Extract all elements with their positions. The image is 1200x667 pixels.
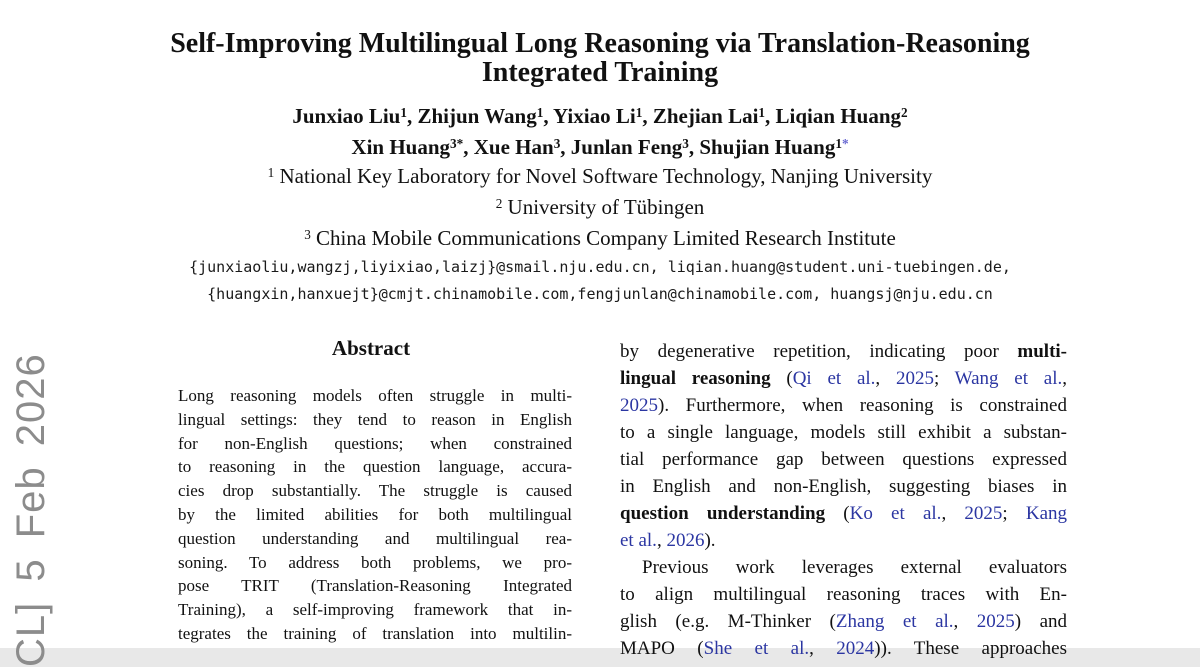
- affiliation-3: $^3$ China Mobile Communications Company Limited Research Institute: [304, 226, 896, 250]
- body-line: tial performance gap between questions expressed: [620, 449, 1067, 470]
- abstract-line: to reasoning in the question language, accura-: [178, 457, 572, 477]
- body-line: to align multilingual reasoning traces with En-: [620, 584, 1067, 605]
- citation-link[interactable]: Ko et al.: [849, 503, 942, 524]
- author-line1: Junxiao Liu$^1$, Zhijun Wang$^1$, Yixiao Li$^1$, Zhejian Lai$^1$, Liqian Huang$^2$: [292, 104, 908, 128]
- body-line: glish (e.g. M-Thinker (Zhang et al., 2025) and: [620, 611, 1068, 632]
- affiliation-2: $^2$ University of Tübingen: [495, 195, 705, 219]
- citation-link[interactable]: She et al.: [703, 638, 810, 659]
- body-line: et al., 2026).: [620, 530, 716, 551]
- body-line: to a single language, models still exhibit a substan-: [620, 422, 1067, 443]
- author-line2: Xin Huang$^{3*}$, Xue Han$^3$, Junlan Feng$^3$, Shujian Huang$^{1*}$: [351, 135, 849, 159]
- email-line1: {junxiaoliu,wangzj,liyixiao,laizj}@smail.nju.edu.cn, liqian.huang@student.uni-tuebingen.de,: [189, 258, 1011, 276]
- abstract-line: soning. To address both problems, we pro-: [178, 552, 572, 572]
- email-line2: {huangxin,hanxuejt}@cmjt.chinamobile.com,fengjunlan@chinamobile.com, huangsj@nju.edu.cn: [207, 285, 993, 303]
- body-line: by degenerative repetition, indicating poor multi-: [620, 341, 1067, 362]
- citation-link[interactable]: 2026: [666, 530, 705, 551]
- abstract-line: question understanding and multilingual rea-: [178, 528, 572, 548]
- abstract-line: Training), a self-improving framework that in-: [178, 600, 572, 620]
- abstract-line: Long reasoning models often struggle in multi-: [178, 386, 572, 405]
- citation-link[interactable]: Kang: [1025, 503, 1068, 524]
- citation-link[interactable]: 2024: [836, 638, 875, 659]
- citation-link[interactable]: et al.: [620, 530, 657, 551]
- abstract-line: for non-English questions; when constrained: [178, 433, 572, 453]
- body-line: lingual reasoning (Qi et al., 2025; Wang et al.,: [620, 368, 1067, 389]
- citation-link[interactable]: Qi et al.: [792, 368, 876, 389]
- body-line: MAPO (She et al., 2024)). These approaches: [620, 638, 1067, 659]
- abstract-line: pose TRIT (Translation-Reasoning Integrated: [178, 576, 572, 596]
- author-list: [0, 102, 1200, 164]
- abstract-heading: Abstract: [331, 336, 411, 360]
- abstract-line: cies drop substantially. The struggle is caused: [178, 481, 572, 501]
- abstract-column: [162, 336, 580, 646]
- paper-title-line1: Self-Improving Multilingual Long Reasoning via Translation-Reasoning: [170, 28, 1030, 59]
- citation-link[interactable]: 2025: [976, 611, 1015, 632]
- body-line: 2025). Furthermore, when reasoning is constrained: [620, 395, 1067, 416]
- abstract-line: by the limited abilities for both multilingual: [178, 504, 572, 524]
- paper-title: [0, 29, 1200, 87]
- introduction-column: [620, 338, 1067, 662]
- arxiv-date-watermark: CL] 5 Feb 2026: [9, 353, 53, 667]
- paper-title-line2: Integrated Training: [481, 57, 719, 88]
- citation-link[interactable]: Wang et al.: [954, 368, 1063, 389]
- abstract-body: [178, 384, 572, 646]
- body-line: question understanding (Ko et al., 2025; Kang: [620, 503, 1068, 524]
- abstract-line: lingual settings: they tend to reason in English: [178, 409, 572, 429]
- body-line: in English and non-English, suggesting biases in: [620, 476, 1067, 497]
- citation-link[interactable]: Zhang et al.: [835, 611, 954, 632]
- affiliation-list: [0, 162, 1200, 255]
- affiliation-1: $^1$ National Key Laboratory for Novel Software Technology, Nanjing University: [267, 164, 933, 188]
- email-block: [0, 254, 1200, 308]
- citation-link[interactable]: 2025: [895, 368, 934, 389]
- abstract-line: tegrates the training of translation into multilin-: [178, 623, 572, 643]
- citation-link[interactable]: 2025: [620, 395, 658, 416]
- body-line: Previous work leverages external evaluators: [642, 557, 1067, 578]
- citation-link[interactable]: 2025: [964, 503, 1003, 524]
